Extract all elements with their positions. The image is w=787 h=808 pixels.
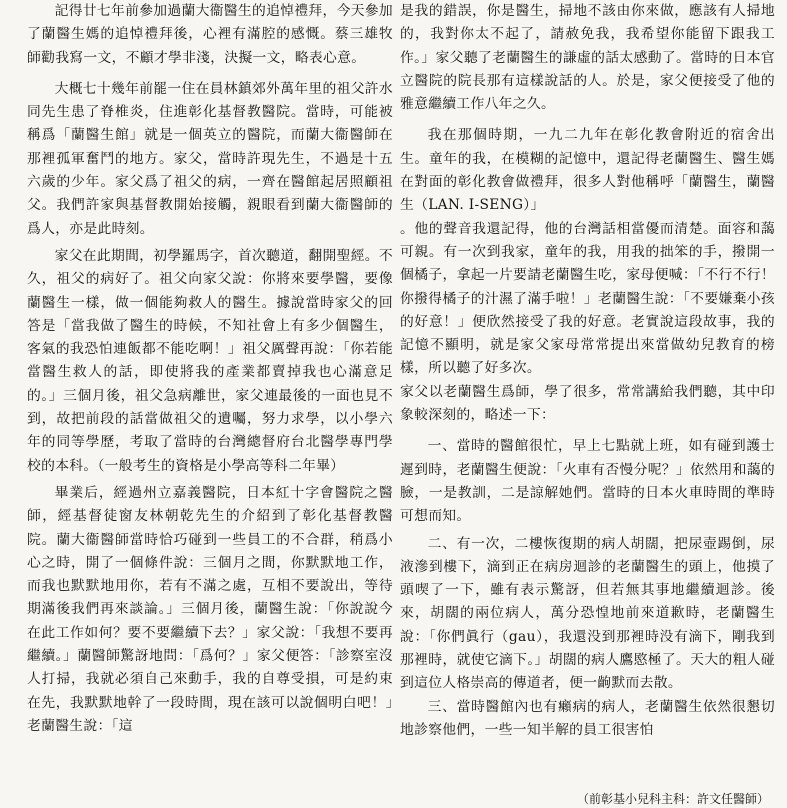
paragraph-author-birth: 我在那個時期，一九二九年在彰化教會附近的宿舍出生。童年的我，在模糊的記憶中，還記得老蘭醫生、醫生媽在對面的彰化教會做禮拜，很多人對他稱呼「蘭醫生，蘭醫生（LAN. I-SENG）」 [400, 127, 775, 214]
paragraph-orange-story: 。他的聲音我還記得，他的台灣話相當優而清楚。面容和藹可親。有一次到我家，童年的我，用我的拙笨的手，撥開一個橘子，拿起一片要請老蘭醫生吃，家母便喊：「不行不行！你撥得橘子的汁濕了滿手啦！」老蘭醫生說：「不要嫌棄小孩的好意！」便欣然接受了我的好意。老實說這段故事，我的記憶不顯明，就是家父家母常常提出來當做幼兒教育的榜樣，所以聽了好多次。 [400, 220, 775, 377]
author-credit: （前彰基小兒科主科：許文任醫師） [573, 791, 773, 807]
right-column [400, 0, 775, 742]
paragraph-lesson-three: 三、當時醫館內也有癩病的病人，老蘭醫生依然很懇切地診察他們，一些一知半解的員工很害怕 [400, 698, 775, 738]
paragraph-intro: 記得廿七年前參加過蘭大衞醫生的追悼禮拜，今天參加了蘭醫生媽的追悼禮拜後，心裡有滿腔的感慨。蔡三雄牧師勸我寫一文，不顧才學非淺，決擬一文，略表心意。 [27, 3, 393, 66]
paragraph-lessons-intro: 家父以老蘭醫生爲師，學了很多，常常講給我們聽，其中印象較深刻的，略述一下： [400, 383, 775, 424]
paragraph-apology-continued: 是我的錯誤，你是醫生，掃地不該由你來做，應該有人掃地的，我對你太不起了，請赦免我，我希望你能留下跟我工作。」家父聽了老蘭醫生的謙虛的話太感動了。當時的日本官立醫院的院長那有這樣說話的人。於是，家父便接受了他的雅意繼續工作八年之久。 [400, 3, 775, 113]
paragraph-father-study: 家父在此期間，初學羅馬字，首次聽道，翻開聖經。不久，祖父的病好了。祖父向家父說：你將來要學醫，要像蘭醫生一樣，做一個能夠救人的醫生。據說當時家父的回答是「當我做了醫生的時候，不知社會上有多少個醫生，客氣的我恐怕連飯都不能吃啊！」祖父厲聲再說：「你若能當醫生救人的話，即使將我的產業都賣掉我也心滿意足的。」三個月後，祖父急病離世，家父連最後的一面也見不到，故把前段的話當做祖父的遺囑，努力求學，以小學六年的同等學歷，考取了當時的台灣總督府台北醫學專門學校的本科。（一般考生的資格是小學高等科二年畢） [27, 247, 393, 474]
paragraph-grandfather-illness: 大概七十幾年前罷一住在員林鎮郊外萬年里的祖父許水同先生患了脊椎炎，住進彰化基督教醫院。當時，可能被稱爲「蘭醫生館」就是一個英立的醫院，而蘭大衞醫師在那裡孤軍奮鬥的地方。家父，當時許現先生，不過是十五六歲的少年。家父爲了祖父的病，一齊在醫館起居照顧祖父。我們許家與基督教開始接觸，親眼看到蘭大衞醫師的爲人，亦是此時刻。 [27, 80, 393, 237]
paragraph-lesson-one: 一、當時的醫館很忙，早上七點就上班，如有碰到護士遲到時，老蘭醫生便說：「火車有否慢分呢？」依然用和藹的臉，一是教訓，二是諒解她們。當時的日本火車時間的準時可想而知。 [400, 438, 775, 525]
paragraph-after-graduation: 畢業后，經過州立嘉義醫院，日本紅十字會醫院之醫師，經基督徒窗友林朝乾先生的介紹到了彰化基督教醫院。蘭大衞醫師當時恰巧碰到一些員工的不合群，稍爲小心之時，開了一個條件說：三個月之間，你默默地工作，而我也默默地用你，若有不滿之處，互相不要說出，等待期滿後我們再來談論。」三個月後，蘭醫生說：「你說說今在此工作如何？要不要繼續下去？」家父說：「我想不要再繼續。」蘭醫師驚訝地問：「爲何？」家父便答：「診察室沒人打掃，我就必須自己來動手，我的自尊受損，可是約束在先，我默默地幹了一段時間，現在該可以說個明白吧！」老蘭醫生說：「這 [27, 484, 393, 734]
left-column [27, 0, 393, 738]
paragraph-lesson-two: 二、有一次，二樓恢復期的病人胡闊，把尿壺踢倒，尿液滲到樓下，滴到正在病房迴診的老蘭醫生的頭上，他摸了頭喫了一下，雖有表示驚訝，但若無其事地繼續迴診。後來，胡闊的兩位病人，萬分恐惶地前來道歉時，老蘭醫生說：「你們眞行（gau），我還没到那裡時没有滴下，剛我到那裡時，就使它滴下。」胡闊的病人鷹愍極了。天大的粗人碰到這位人格崇高的傳道者，便一齣默而去散。 [400, 535, 775, 692]
